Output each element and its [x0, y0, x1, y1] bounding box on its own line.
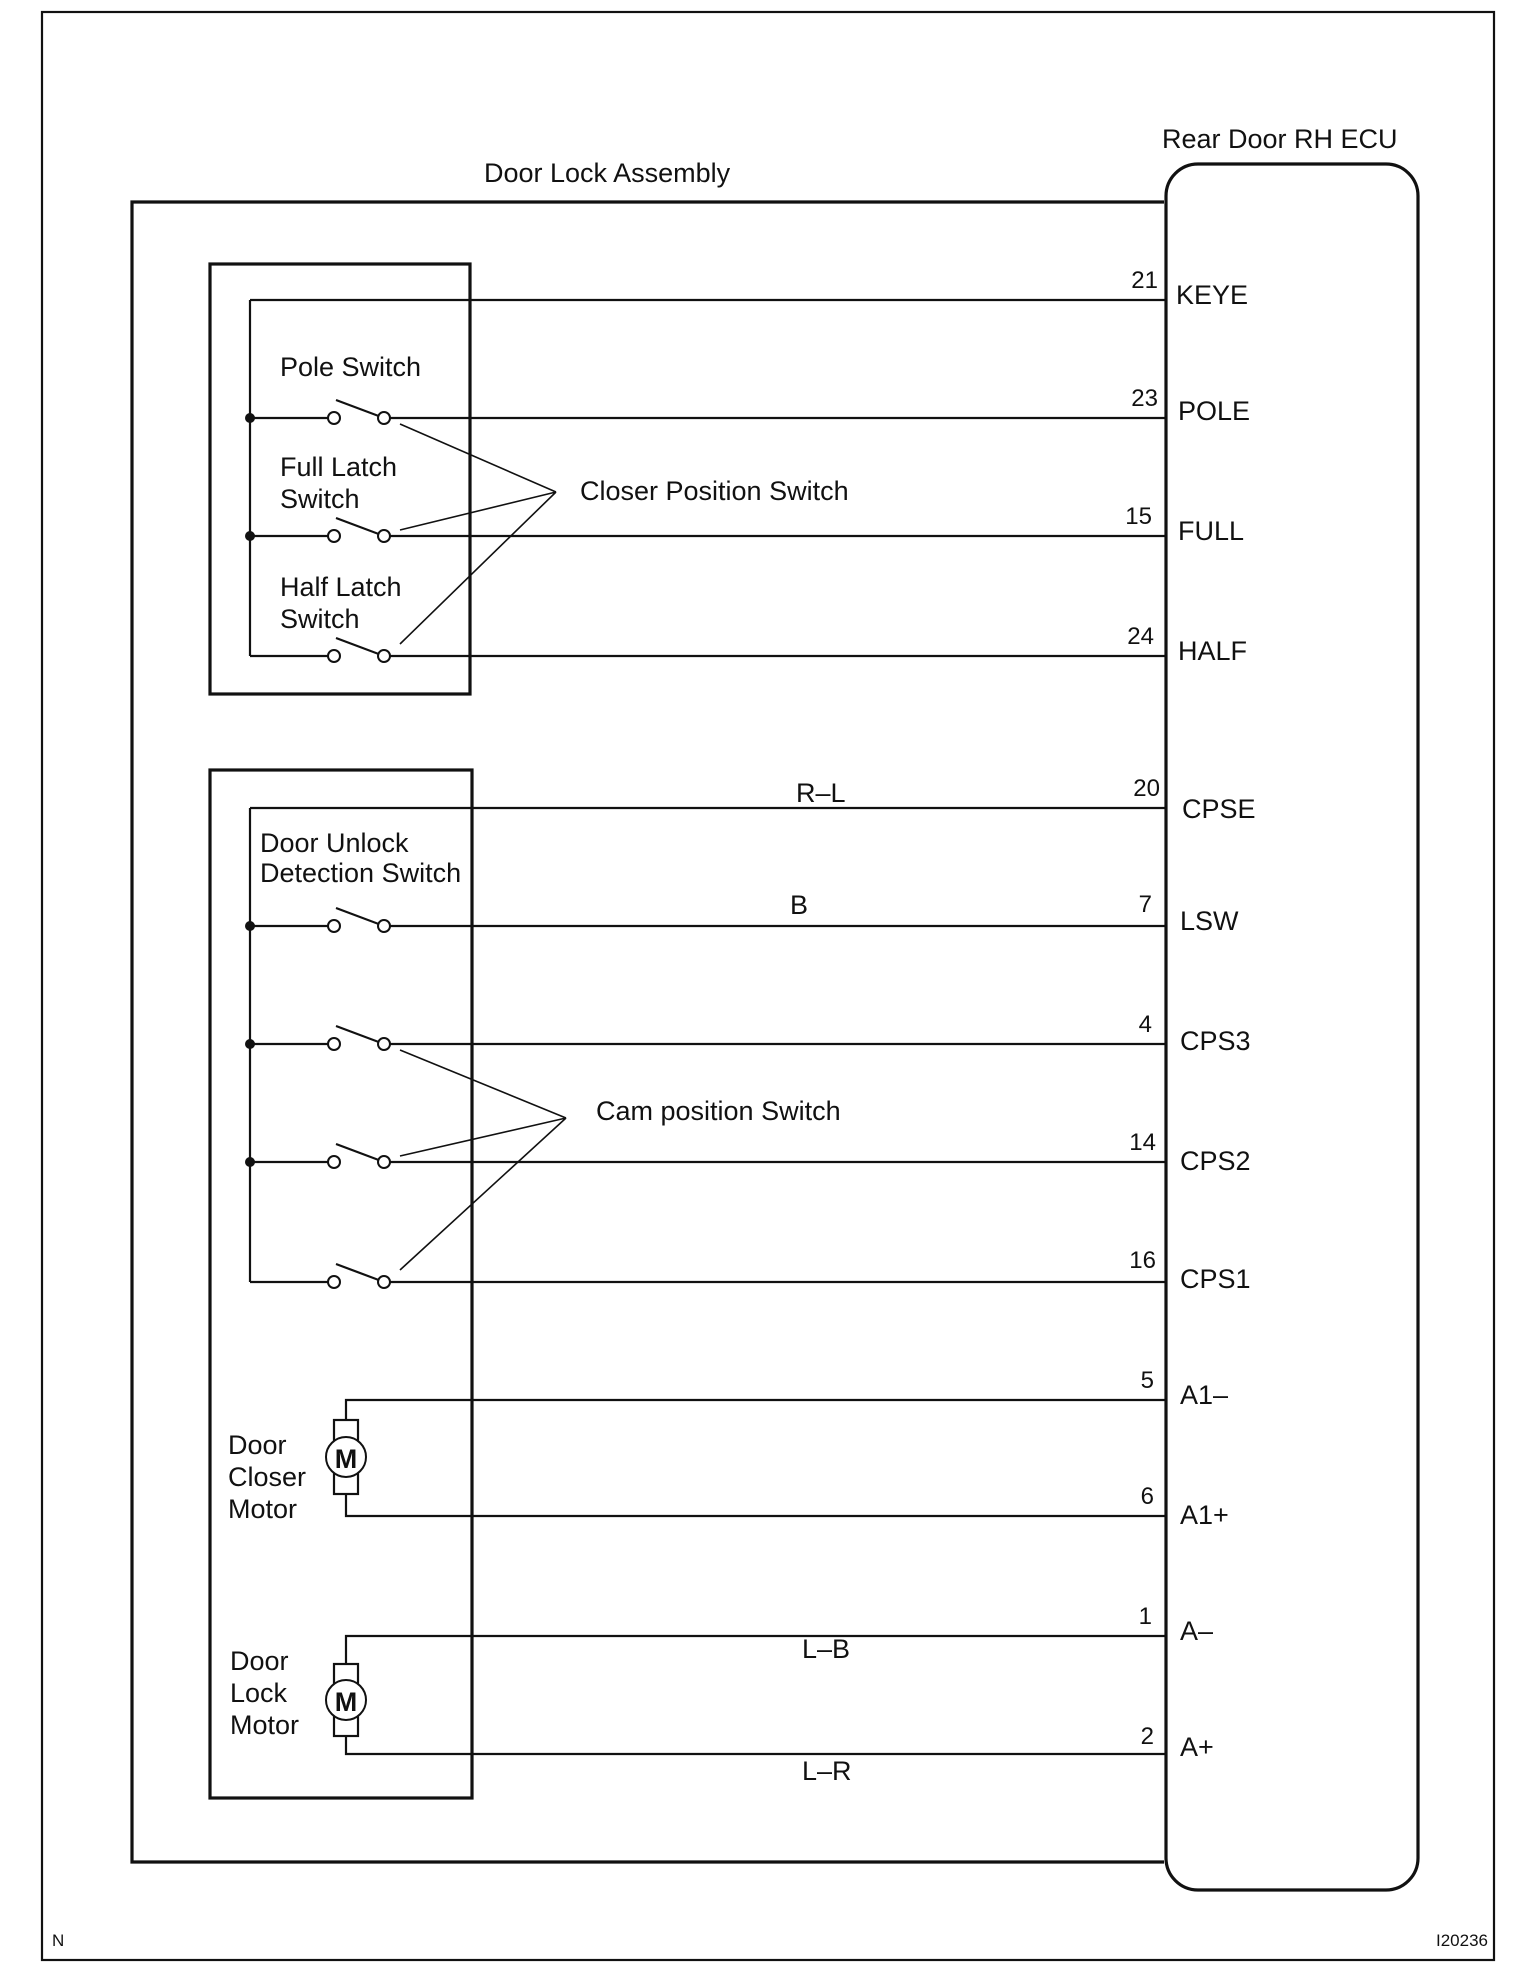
wire-color-b: B: [790, 890, 809, 920]
terminal-name: A1+: [1180, 1500, 1229, 1530]
terminal-pin: 6: [1140, 1483, 1154, 1510]
cam-position-callout: [400, 1050, 566, 1270]
pole-switch-blade: [336, 400, 384, 418]
closer-position-label: Closer Position Switch: [580, 476, 849, 506]
wire-color-rl: R–L: [796, 778, 846, 808]
closer-motor-label-3: Motor: [228, 1494, 298, 1524]
switch-contact: [378, 530, 390, 542]
door-unlock-label-2: Detection Switch: [260, 858, 462, 888]
closer-motor-label-1: Door: [228, 1430, 287, 1460]
door-lock-assembly-title: Door Lock Assembly: [484, 158, 731, 188]
half-latch-label-1: Half Latch: [280, 572, 402, 602]
terminal-name: CPS2: [1180, 1146, 1251, 1176]
terminal-name: CPSE: [1182, 794, 1256, 824]
terminal-name: LSW: [1180, 906, 1239, 936]
junction-dot: [245, 1157, 255, 1167]
lock-motor-letter: M: [334, 1687, 358, 1717]
cam-switch-1-blade: [336, 1264, 384, 1282]
terminal-name: A1–: [1180, 1380, 1229, 1410]
terminal-name: CPS1: [1180, 1264, 1251, 1294]
cam-switch-3-blade: [336, 1026, 384, 1044]
junction-dot: [245, 1039, 255, 1049]
switch-contact: [328, 650, 340, 662]
terminal-pin: 21: [1131, 267, 1158, 294]
closer-motor-label-2: Closer: [228, 1462, 307, 1492]
junction-dot: [245, 531, 255, 541]
cam-position-label: Cam position Switch: [596, 1096, 841, 1126]
switch-contact: [328, 1156, 340, 1168]
junction-dot: [245, 921, 255, 931]
terminal-list: [1125, 267, 1255, 1762]
wire-a1-plus: [346, 1494, 1166, 1516]
wire-color-lr: L–R: [802, 1756, 852, 1786]
corner-mark-left: N: [52, 1931, 65, 1950]
figure-id: I20236: [1436, 1931, 1488, 1950]
terminal-pin: 16: [1129, 1247, 1156, 1274]
full-latch-label-2: Switch: [280, 484, 360, 514]
switch-contact: [328, 920, 340, 932]
wire-a-minus: [346, 1636, 1166, 1664]
terminal-name: A–: [1180, 1616, 1214, 1646]
switch-contact: [378, 650, 390, 662]
half-latch-label-2: Switch: [280, 604, 360, 634]
switch-contact: [378, 1156, 390, 1168]
lock-motor-label-2: Lock: [230, 1678, 288, 1708]
lock-motor-label-1: Door: [230, 1646, 289, 1676]
terminal-pin: 20: [1133, 775, 1160, 802]
full-latch-switch-blade: [336, 518, 384, 536]
terminal-pin: 23: [1131, 385, 1158, 412]
terminal-pin: 1: [1138, 1603, 1152, 1630]
terminal-name: A+: [1180, 1732, 1214, 1762]
terminal-pin: 14: [1129, 1129, 1156, 1156]
switch-contact: [378, 1038, 390, 1050]
door-unlock-label-1: Door Unlock: [260, 828, 409, 858]
terminal-pin: 2: [1140, 1723, 1154, 1750]
lock-motor-label-3: Motor: [230, 1710, 300, 1740]
terminal-name: KEYE: [1176, 280, 1249, 310]
wire-color-lb: L–B: [802, 1634, 851, 1664]
terminal-name: CPS3: [1180, 1026, 1251, 1056]
door-unlock-switch-blade: [336, 908, 384, 926]
terminal-pin: 5: [1140, 1367, 1154, 1394]
terminal-name: HALF: [1178, 636, 1248, 666]
switch-contact: [378, 412, 390, 424]
ecu-title: Rear Door RH ECU: [1162, 124, 1398, 154]
switch-contact: [378, 1276, 390, 1288]
terminal-pin: 4: [1138, 1011, 1152, 1038]
pole-switch-label: Pole Switch: [280, 352, 422, 382]
closer-position-callout: [400, 424, 556, 644]
wire-a1-minus: [346, 1400, 1166, 1420]
terminal-name: POLE: [1178, 396, 1251, 426]
switch-contact: [328, 1038, 340, 1050]
switch-contact: [328, 412, 340, 424]
cam-switch-2-blade: [336, 1144, 384, 1162]
door-lock-assembly-box: [132, 202, 1164, 1862]
terminal-pin: 15: [1125, 503, 1152, 530]
wire-a-plus: [346, 1736, 1166, 1754]
terminal-name: FULL: [1178, 516, 1245, 546]
terminal-pin: 24: [1127, 623, 1154, 650]
switch-contact: [328, 530, 340, 542]
switch-contact: [378, 920, 390, 932]
full-latch-label-1: Full Latch: [280, 452, 398, 482]
switch-contact: [328, 1276, 340, 1288]
half-latch-switch-blade: [336, 638, 384, 656]
terminal-pin: 7: [1138, 891, 1152, 918]
closer-motor-letter: M: [334, 1444, 358, 1474]
junction-dot: [245, 413, 255, 423]
